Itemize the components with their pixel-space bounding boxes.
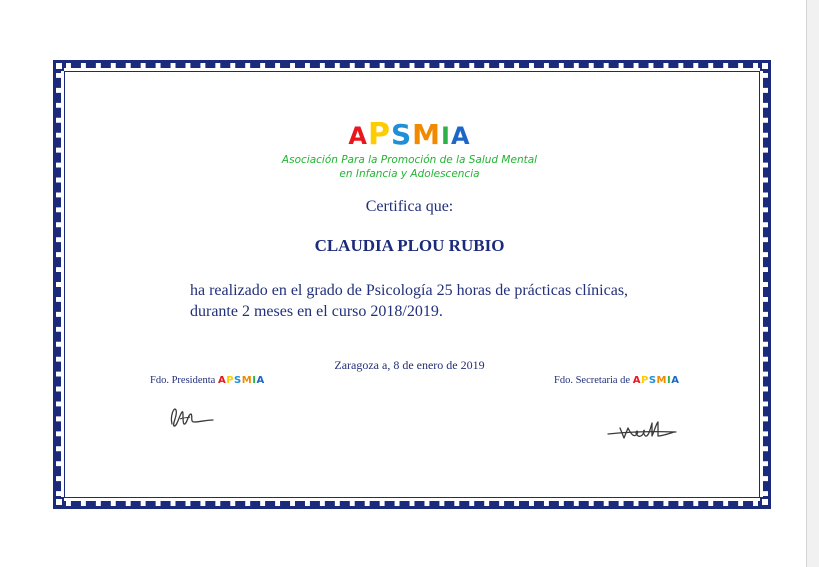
president-signature [166,402,218,432]
frame-corner-bottom-right [760,497,770,507]
logo-letter: A [671,375,680,386]
logo-letter: A [450,122,471,150]
logo-letter: S [391,118,413,151]
certificate-body-line2: durante 2 meses en el curso 2018/2019. [190,303,443,320]
logo-letter: I [666,375,672,386]
secretary-signature [606,420,680,446]
certify-intro: Certifica que: [365,198,454,215]
apsmia-mini-logo [218,375,265,386]
logo-letter: P [226,375,235,386]
certificate-body [190,280,750,322]
secretary-label-text: Fdo. Secretaria de [554,375,631,386]
logo-letter: A [256,375,265,386]
logo-letter: M [241,375,253,386]
frame-corner-top-right [760,61,770,71]
recipient-name: CLAUDIA PLOU RUBIO [314,236,505,255]
logo-letter: M [412,118,442,151]
logo-letter: S [234,375,242,386]
frame-corner-bottom-left [54,497,64,507]
logo-letter: A [217,375,227,386]
certificate-body-line1: ha realizado en el grado de Psicología 25 horas de prácticas clínicas, [190,282,629,299]
logo-letter: M [656,375,667,386]
secretary-signature-label [554,375,679,386]
logo-letter: A [632,375,641,386]
logo-letter: I [441,122,451,150]
apsmia-logo [0,117,819,152]
logo-letter: P [640,375,649,386]
organization-name-line1: Asociación Para la Promoción de la Salud Mental [281,154,538,166]
president-signature-label [150,375,265,386]
organization-name-line2: en Infancia y Adolescencia [339,168,480,180]
logo-letter: A [348,122,368,150]
president-label-text: Fdo. Presidenta [150,375,216,386]
apsmia-mini-logo [633,375,680,386]
logo-letter: S [648,375,657,386]
logo-letter: I [252,375,257,386]
frame-corner-top-left [54,61,64,71]
logo-letter: P [368,117,391,152]
scrollbar-gutter [806,0,819,567]
place-and-date: Zaragoza a, 8 de enero de 2019 [334,358,485,372]
